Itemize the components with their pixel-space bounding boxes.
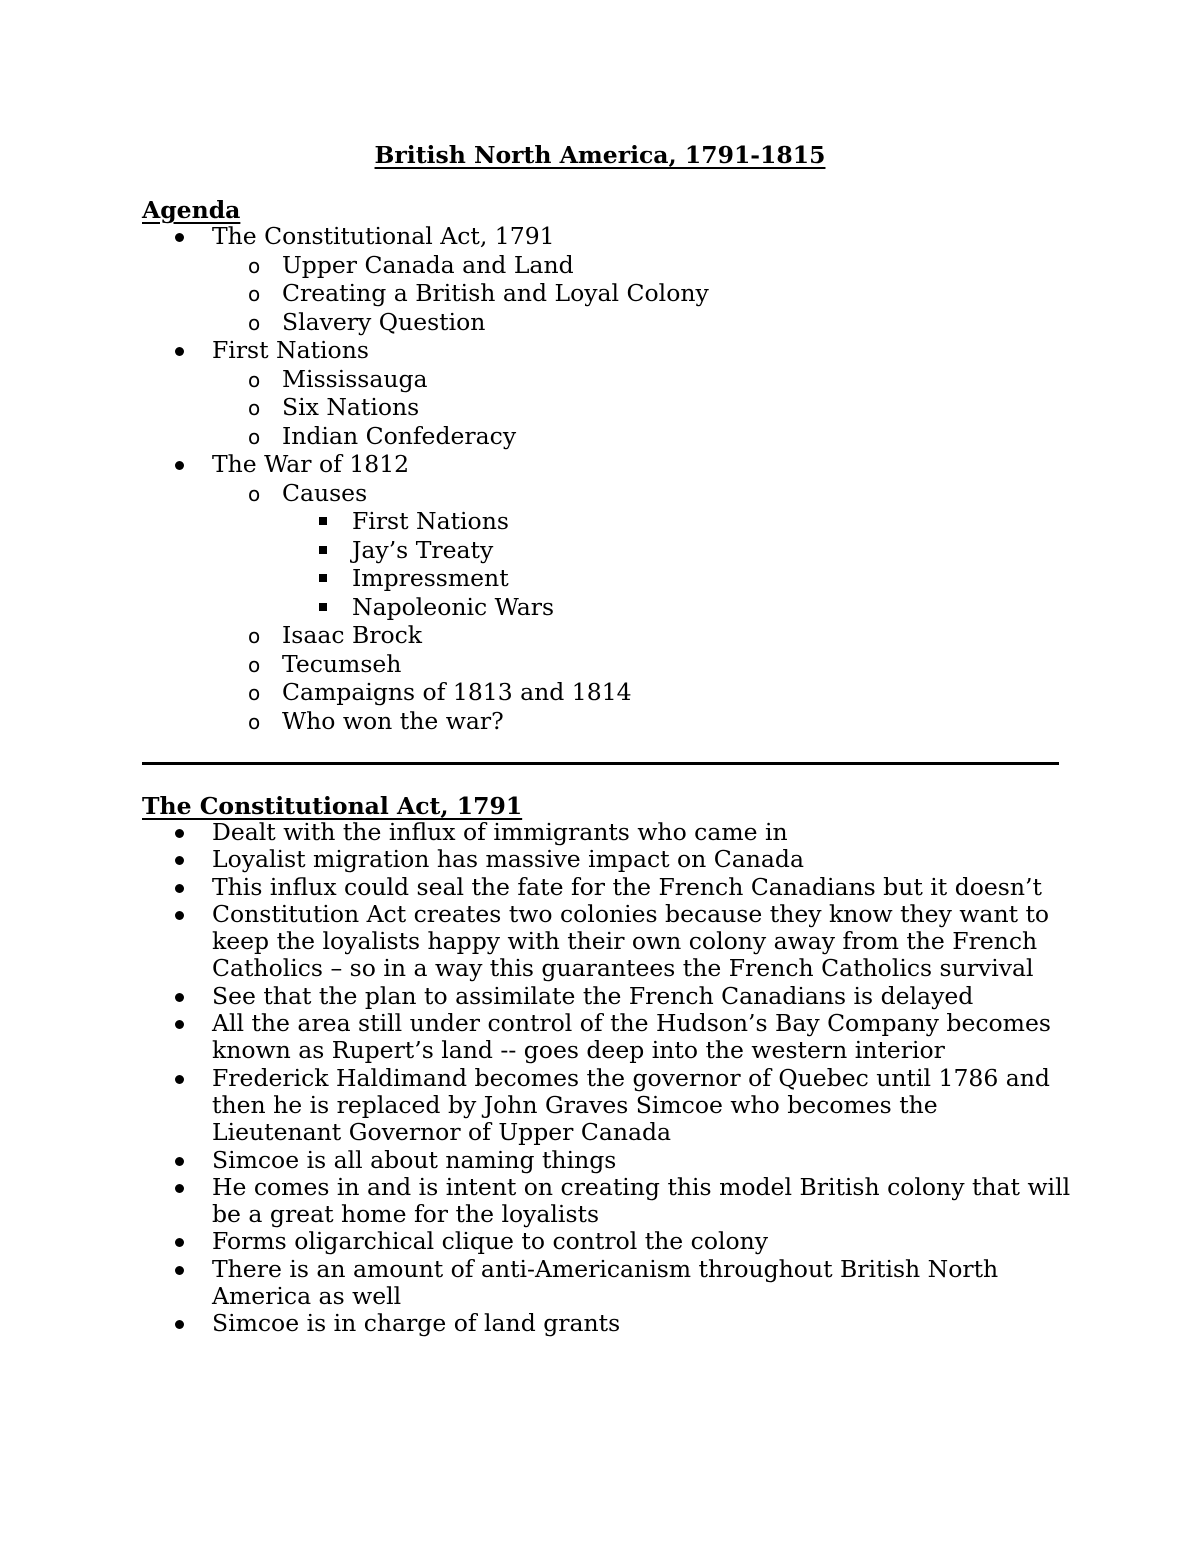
agenda-subitem-label: Upper Canada and Land — [282, 250, 574, 279]
agenda-subsubitem-label: Jay’s Treaty — [352, 535, 494, 564]
agenda-list — [142, 222, 1062, 735]
note-item: Simcoe is in charge of land grants — [142, 1310, 1072, 1337]
agenda-subitem — [212, 279, 1062, 308]
note-item: Dealt with the influx of immigrants who came in — [142, 819, 1072, 846]
agenda-item — [142, 336, 1062, 450]
agenda-subitem-label: Six Nations — [282, 393, 420, 421]
agenda-subitem-label: Creating a British and Loyal Colony — [282, 279, 709, 307]
agenda-subitem — [212, 678, 1062, 707]
agenda-item-label: First Nations — [212, 336, 369, 364]
agenda-subitem — [212, 707, 1062, 736]
agenda-subitem-label: Isaac Brock — [282, 621, 423, 649]
agenda-subitem-label: Who won the war? — [282, 706, 504, 735]
agenda-subitem-label: Slavery Question — [282, 307, 486, 336]
agenda-subsubitem-label: Napoleonic Wars — [352, 592, 555, 621]
note-item: See that the plan to assimilate the French Canadians is delayed — [142, 983, 1072, 1010]
note-item: He comes in and is intent on creating this model British colony that will be a great home for the loyalists — [142, 1174, 1072, 1229]
agenda-subitem — [212, 621, 1062, 650]
constitutional-act-heading: The Constitutional Act, 1791 — [142, 792, 523, 820]
agenda-subitem-label: Campaigns of 1813 and 1814 — [282, 678, 632, 706]
agenda-subitem — [212, 650, 1062, 679]
agenda-subitem — [212, 251, 1062, 280]
note-item: Forms oligarchical clique to control the colony — [142, 1228, 1072, 1255]
note-item: Constitution Act creates two colonies because they know they want to keep the loyalists happy with their own colony away from the French Catholics – so in a way this guarantees the French Catholics survival — [142, 901, 1072, 983]
note-item: Simcoe is all about naming things — [142, 1147, 1072, 1174]
note-item: This influx could seal the fate for the French Canadians but it doesn’t — [142, 874, 1072, 901]
note-item: There is an amount of anti-Americanism throughout British North America as well — [142, 1256, 1072, 1311]
agenda-subsubitem — [282, 593, 1062, 622]
agenda-item — [142, 450, 1062, 735]
agenda-subitem-label: Indian Confederacy — [282, 421, 517, 450]
agenda-subsubitem — [282, 507, 1062, 536]
agenda-subsubitem-label: First Nations — [352, 507, 509, 535]
constitutional-act-notes — [142, 819, 1072, 1338]
agenda-heading: Agenda — [142, 196, 241, 224]
agenda-item — [142, 222, 1062, 336]
agenda-subitem-label: Tecumseh — [282, 649, 402, 678]
agenda-subitem-label: Mississauga — [282, 364, 428, 393]
agenda-subsubitem-label: Impressment — [352, 564, 509, 592]
note-item: Frederick Haldimand becomes the governor of Quebec until 1786 and then he is replaced by John Graves Simcoe who becomes the Lieutenant Governor of Upper Canada — [142, 1065, 1072, 1147]
note-item: All the area still under control of the Hudson’s Bay Company becomes known as Rupert’s land -- goes deep into the western interior — [142, 1010, 1072, 1065]
agenda-subitem-label: Causes — [282, 478, 368, 507]
agenda-item-label: The War of 1812 — [212, 450, 410, 478]
agenda-subsubitem — [282, 564, 1062, 593]
horizontal-divider — [142, 762, 1059, 765]
agenda-subitem — [212, 393, 1062, 422]
agenda-item-label: The Constitutional Act, 1791 — [212, 222, 555, 250]
note-item: Loyalist migration has massive impact on Canada — [142, 846, 1072, 873]
agenda-subitem — [212, 365, 1062, 394]
agenda-subsubitem — [282, 536, 1062, 565]
agenda-subitem — [212, 479, 1062, 622]
document-title: British North America, 1791-1815 — [374, 141, 826, 169]
agenda-subitem — [212, 308, 1062, 337]
agenda-subitem — [212, 422, 1062, 451]
